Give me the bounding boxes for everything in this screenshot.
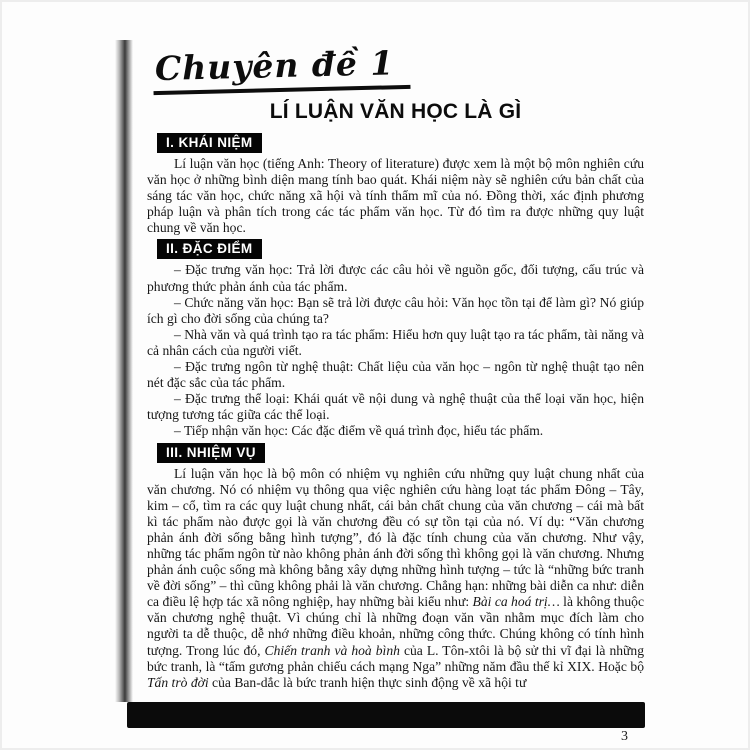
italic-text-segment: Bài ca hoá trị… bbox=[472, 594, 560, 610]
chapter-script-text: Chuyên đề 1 bbox=[154, 43, 395, 89]
paragraph bbox=[147, 156, 644, 236]
text-segment: – Nhà văn và quá trình tạo ra tác phẩm: Hiểu hơn quy luật tạo ra tác phẩm, tài năng và cả nhân cách của người viết. bbox=[147, 326, 644, 358]
sections-container bbox=[147, 130, 644, 691]
italic-text-segment: Chiến tranh và hoà bình bbox=[264, 642, 400, 658]
text-segment: – Đặc trưng văn học: Trả lời được các câu hỏi về nguồn gốc, đối tượng, cấu trúc và phương thức phản ánh của tác phẩm. bbox=[147, 262, 644, 294]
text-segment: của L. Tôn-xtôi là bộ sử thi vĩ đại là những bức tranh, là “tấm gương phản chiếu cách mạng Nga” những năm đầu thế kỉ XIX. Hoặc bộ bbox=[147, 642, 645, 674]
chapter-script-header bbox=[152, 43, 410, 95]
page-number: 3 bbox=[621, 729, 628, 744]
text-segment: – Tiếp nhận văn học: Các đặc điểm về quá trình đọc, hiểu tác phẩm. bbox=[174, 423, 544, 439]
text-segment: là không thuộc văn chương nghệ thuật. Vì chúng chỉ là những đoạn văn vần nhằm mục đích làm cho người ta dễ thuộc, dễ nhớ những điều khoản, những công thức. Chúng không có tính hình tượng. Trong lúc đó, bbox=[147, 594, 644, 658]
paragraph bbox=[147, 466, 644, 691]
text-segment: của Ban-dắc là bức tranh hiện thực sinh động về xã hội tư bbox=[208, 674, 527, 690]
text-segment: Lí luận văn học (tiếng Anh: Theory of literature) được xem là một bộ môn nghiên cứu văn học ở những bình diện mang tính bao quát. Khái niệm này sẽ nghiên cứu bản chất của sáng tác văn học, chức năng xã hội và tính thẩm mĩ của nó. Đồng thời, xác định phương pháp luận và phân tích trong các tác phẩm văn học. Từ đó tìm ra được những quy luật chung về văn học. bbox=[147, 156, 644, 236]
page-content bbox=[147, 44, 644, 691]
text-segment: – Chức năng văn học: Bạn sẽ trả lời được câu hỏi: Văn học tồn tại để làm gì? Nó giúp ích gì cho đời sống của chúng ta? bbox=[147, 294, 644, 326]
paragraph bbox=[147, 262, 644, 294]
section bbox=[147, 236, 644, 439]
paragraph bbox=[147, 359, 644, 391]
paragraph bbox=[147, 327, 644, 359]
text-segment: – Đặc trưng thể loại: Khái quát về nội dung và nghệ thuật của thể loại văn học, hiện tượng tương tác giữa các thể loại. bbox=[147, 391, 644, 423]
page-title: LÍ LUẬN VĂN HỌC LÀ GÌ bbox=[269, 100, 522, 123]
text-segment: Lí luận văn học là bộ môn có nhiệm vụ nghiên cứu những quy luật chung nhất của văn chương. Nó có nhiệm vụ thông qua việc nghiên cứu hàng loạt tác phẩm Đông – Tây, kim – cổ, tìm ra các quy luật chung nhất, cái bản chất chung của văn chương – cái mà bất kì tác phẩm nào được gọi là văn chương đều có sự tồn tại của nó. Ví dụ: “Văn chương phản ánh đời sống bằng hình tượng”, đó là đặc tính chung của văn chương. Như vậy, những tác phẩm ngôn từ nào không phản ánh đời sống thì không gọi là văn chương. Nhưng phản ánh cuộc sống mà không bằng xây dựng những hình tượng – tức là “những bức tranh về đời sống” – thì cũng không phải là văn chương. Chẳng hạn: những bài diễn ca như: diễn ca điều lệ hợp tác xã nông nghiệp, hay những bài kiểu như: bbox=[147, 465, 644, 610]
section-heading: I. KHÁI NIỆM bbox=[157, 133, 262, 153]
text-segment: – Đặc trưng ngôn từ nghệ thuật: Chất liệu của văn học – ngôn từ nghệ thuật tạo nên nét đặc sắc của tác phẩm. bbox=[147, 359, 644, 391]
paragraph bbox=[147, 391, 644, 423]
section bbox=[147, 130, 644, 236]
paragraph bbox=[147, 295, 644, 327]
paragraph bbox=[147, 423, 644, 439]
section bbox=[147, 440, 644, 691]
italic-text-segment: Tấn trò đời bbox=[147, 674, 209, 690]
section-heading: III. NHIỆM VỤ bbox=[157, 443, 265, 463]
scan-bottom-edge-bar bbox=[127, 702, 645, 728]
book-spine-shadow bbox=[115, 40, 133, 702]
section-heading: II. ĐẶC ĐIỂM bbox=[157, 239, 262, 259]
